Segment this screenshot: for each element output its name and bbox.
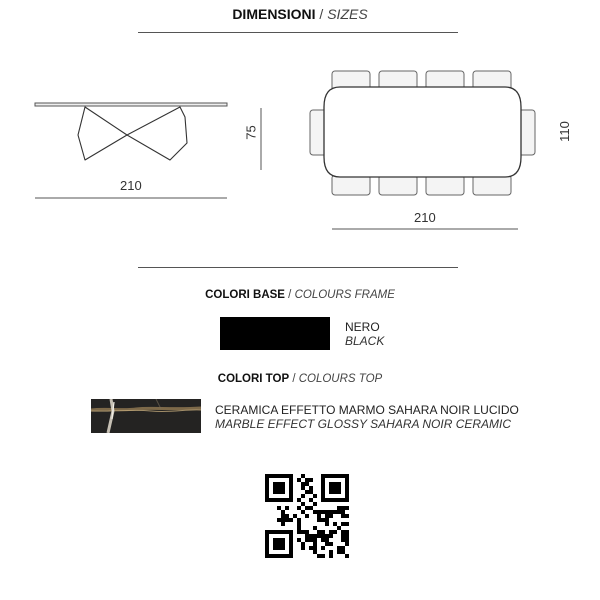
base-colors-separator: / — [284, 289, 295, 301]
height-label: 75 — [243, 125, 259, 140]
qr-code-icon[interactable] — [265, 474, 349, 558]
top-colors-separator: / — [289, 373, 299, 385]
chair-bottom-2 — [379, 175, 417, 195]
base-colors-title — [0, 289, 600, 301]
section-divider — [138, 267, 458, 268]
base-color-swatch — [220, 317, 330, 350]
base-color-name-en: BLACK — [345, 334, 385, 348]
chair-bottom-1 — [332, 175, 370, 195]
base-colors-title-italic: COLOURS FRAME — [294, 289, 395, 301]
tabletop-side — [35, 103, 227, 106]
tabletop-top — [324, 87, 521, 177]
top-color-name-en: MARBLE EFFECT GLOSSY SAHARA NOIR CERAMIC — [215, 417, 512, 431]
title-separator: / — [315, 6, 328, 22]
page-title — [0, 6, 600, 22]
depth-label: 110 — [556, 121, 572, 142]
top-color-name-it: CERAMICA EFFETTO MARMO SAHARA NOIR LUCIDO — [215, 403, 519, 417]
chair-bottom-3 — [426, 175, 464, 195]
top-color-swatch — [91, 399, 201, 433]
top-colors-title — [0, 373, 600, 385]
title-italic: SIZES — [327, 6, 368, 22]
height-dimension-line — [258, 100, 264, 175]
side-width-label: 210 — [120, 178, 142, 193]
base-colors-title-bold: COLORI BASE — [205, 289, 285, 301]
title-bold: DIMENSIONI — [232, 6, 316, 22]
top-colors-title-bold: COLORI TOP — [217, 373, 290, 385]
top-width-label: 210 — [414, 210, 436, 225]
base-color-label — [345, 320, 384, 348]
header-divider — [138, 32, 458, 33]
cross-base-side — [78, 107, 187, 160]
base-color-name-it: NERO — [345, 320, 380, 334]
top-colors-title-italic: COLOURS TOP — [298, 373, 383, 385]
chair-bottom-4 — [473, 175, 511, 195]
top-color-label — [215, 403, 519, 431]
